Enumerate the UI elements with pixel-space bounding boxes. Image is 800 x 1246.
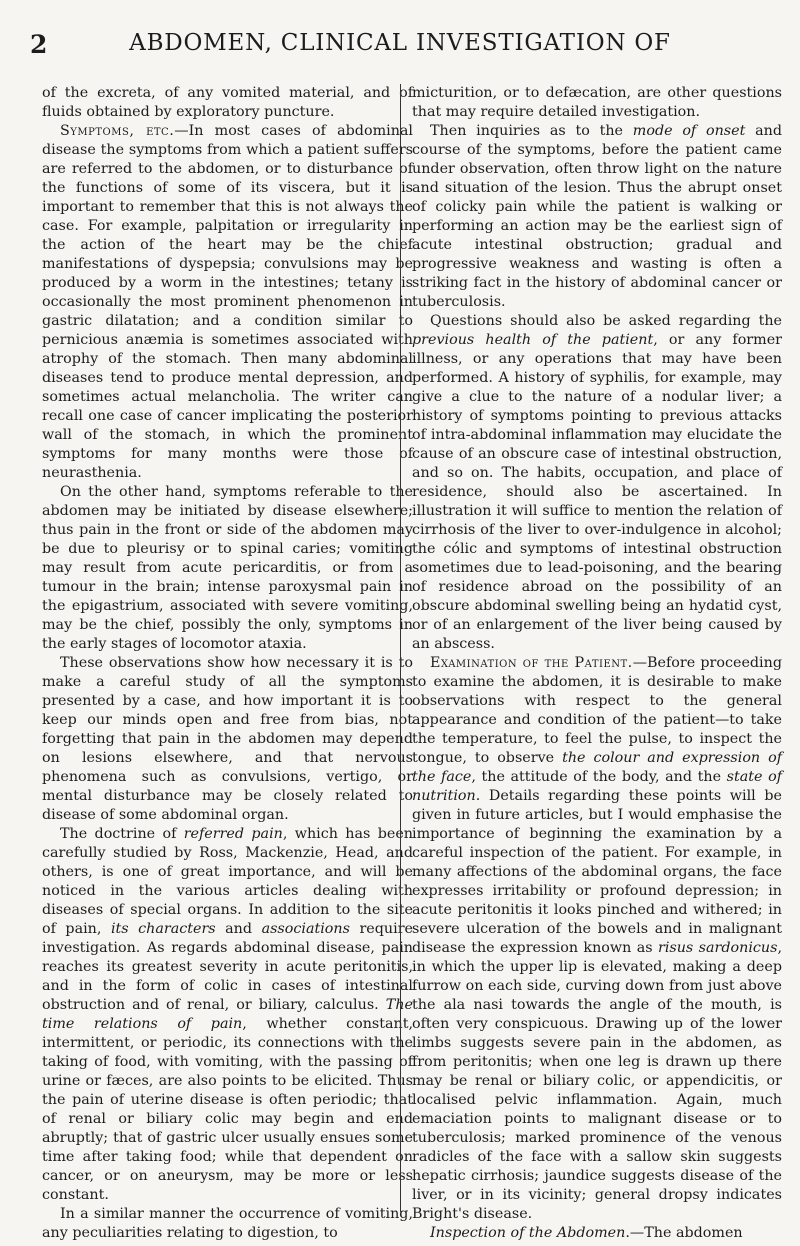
paragraph: Questions should also be asked regarding the previous health of the patient, or any former illness, or any operations that may have been performed. A history of syphilis, for example, may give a clue to the nature of a nodular liver; a history of symptoms pointing to previous attacks of intra-abdominal inflammation may elucidate the cause of an obscure case of intestinal obstruction, and so on. The habits, occupation, and place of residence, should also be ascertained. In illustration it will suffice to mention the relation of cirrhosis of the liver to over-indulgence in alcohol; the cólic and symptoms of intestinal obstruction sometimes due to lead-poisoning, and the bearing of residence abroad on the possibility of an obscure abdominal swelling being an hydatid cyst, or of an enlargement of the liver being caused by an abscess. — [412, 313, 782, 652]
page-header — [30, 30, 770, 60]
section-heading: Examination of the Patient. — [430, 655, 633, 671]
paragraph-examination: Examination of the Patient.—Before proceeding to examine the abdomen, it is desirable to make observations with respect to the general appearance and condition of the patient—to take the temperature, to feel the pulse, to inspect the tongue, to observe the colour and expression of the face, the attitude of the body, and the state of nutrition. Details regarding these points will be given in future articles, but I would emphasise the importance of beginning the examination by a careful inspection of the patient. For example, in many affections of the abdominal organs, the face expresses irritability or profound depression; in acute peritonitis it looks pinched and withered; in severe ulceration of the bowels and in malignant disease the expression known as risus sardonicus, in which the upper lip is elevated, making a deep furrow on each side, curving down from just above the ala nasi towards the angle of the mouth, is often very conspicuous. Drawing up of the lower limbs suggests severe pain in the abdomen, as from peritonitis; when one leg is drawn up there may be renal or biliary colic, or appendicitis, or localised pelvic inflammation. Again, much emaciation points to malignant disease or to tuberculosis; marked prominence of the venous radicles of the face with a sallow skin suggests hepatic cirrhosis; jaundice suggests disease of the liver, or in its vicinity; general dropsy indicates Bright's disease. — [412, 655, 782, 1222]
right-column — [412, 84, 782, 1243]
paragraph: Inspection of the Abdomen.—The abdomen — [430, 1225, 743, 1241]
running-head: ABDOMEN, CLINICAL INVESTIGATION OF — [129, 30, 671, 56]
paragraph: micturition, or to defæcation, are other questions that may require detailed investigation. — [412, 85, 782, 120]
column-divider — [400, 84, 401, 1212]
section-heading: Symptoms, etc. — [60, 123, 175, 139]
paragraph: Then inquiries as to the mode of onset and course of the symptoms, before the patient came under observation, often throw light on the nature and situation of the lesion. Thus the abrupt onset of colicky pain while the patient is walking or performing an action may be the earliest sign of acute intestinal obstruction; gradual and progressive weakness and wasting is often a striking fact in the history of abdominal cancer or tuberculosis. — [412, 123, 782, 310]
left-column — [42, 84, 413, 1243]
paragraph: of the excreta, of any vomited material, and of fluids obtained by exploratory puncture. — [42, 85, 413, 120]
paragraph-symptoms: Symptoms, etc.—In most cases of abdominal disease the symptoms from which a patient suffers are referred to the abdomen, or to disturbance of the functions of some of its viscera, but it is important to remember that this is not always the case. For example, palpitation or irregularity in the action of the heart may be the chief manifestations of dyspepsia; convulsions may be produced by a worm in the intestines; tetany is occasionally the most prominent phenomenon in gastric dilatation; and a condition similar to pernicious anæmia is sometimes associated with atrophy of the stomach. Then many abdominal diseases tend to produce mental depression, and sometimes actual melancholia. The writer can recall one case of cancer implicating the posterior wall of the stomach, in which the prominent symptoms for many months were those of neurasthenia. — [42, 123, 414, 481]
paragraph: These observations show how necessary it is to make a careful study of all the symptoms presented by a case, and how important it is to keep our minds open and free from bias, not forgetting that pain in the abdomen may depend on lesions elsewhere, and that nervous phenomena such as convulsions, vertigo, or mental disturbance may be closely related to disease of some abdominal organ. — [42, 655, 413, 823]
paragraph: In a similar manner the occurrence of vomiting, any peculiarities relating to digestion, to — [42, 1206, 413, 1241]
page-number: 2 — [30, 30, 48, 59]
paragraph: On the other hand, symptoms referable to the abdomen may be initiated by disease elsewhere; thus pain in the front or side of the abdomen may be due to pleurisy or to spinal caries; vomiting may result from acute pericarditis, or from a tumour in the brain; intense paroxysmal pain in the epigastrium, associated with severe vomiting, may be the chief, possibly the only, symptoms in the early stages of locomotor ataxia. — [42, 484, 413, 652]
paragraph: The doctrine of referred pain, which has been carefully studied by Ross, Mackenzie, Head, and others, is one of great importance, and will be noticed in the various articles dealing with diseases of special organs. In addition to the site of pain, its characters and associations require investigation. As regards abdominal disease, pain reaches its greatest severity in acute peritonitis, and in the form of colic in cases of intestinal obstruction and of renal, or biliary, calculus. The time relations of pain, whether constant, intermittent, or periodic, its connections with the taking of food, with vomiting, with the passing of urine or fæces, are also points to be elicited. Thus the pain of uterine disease is often periodic; that of renal or biliary colic may begin and end abruptly; that of gastric ulcer usually ensues some time after taking food; while that dependent on cancer, or on aneurysm, may be more or less constant. — [42, 826, 414, 1203]
